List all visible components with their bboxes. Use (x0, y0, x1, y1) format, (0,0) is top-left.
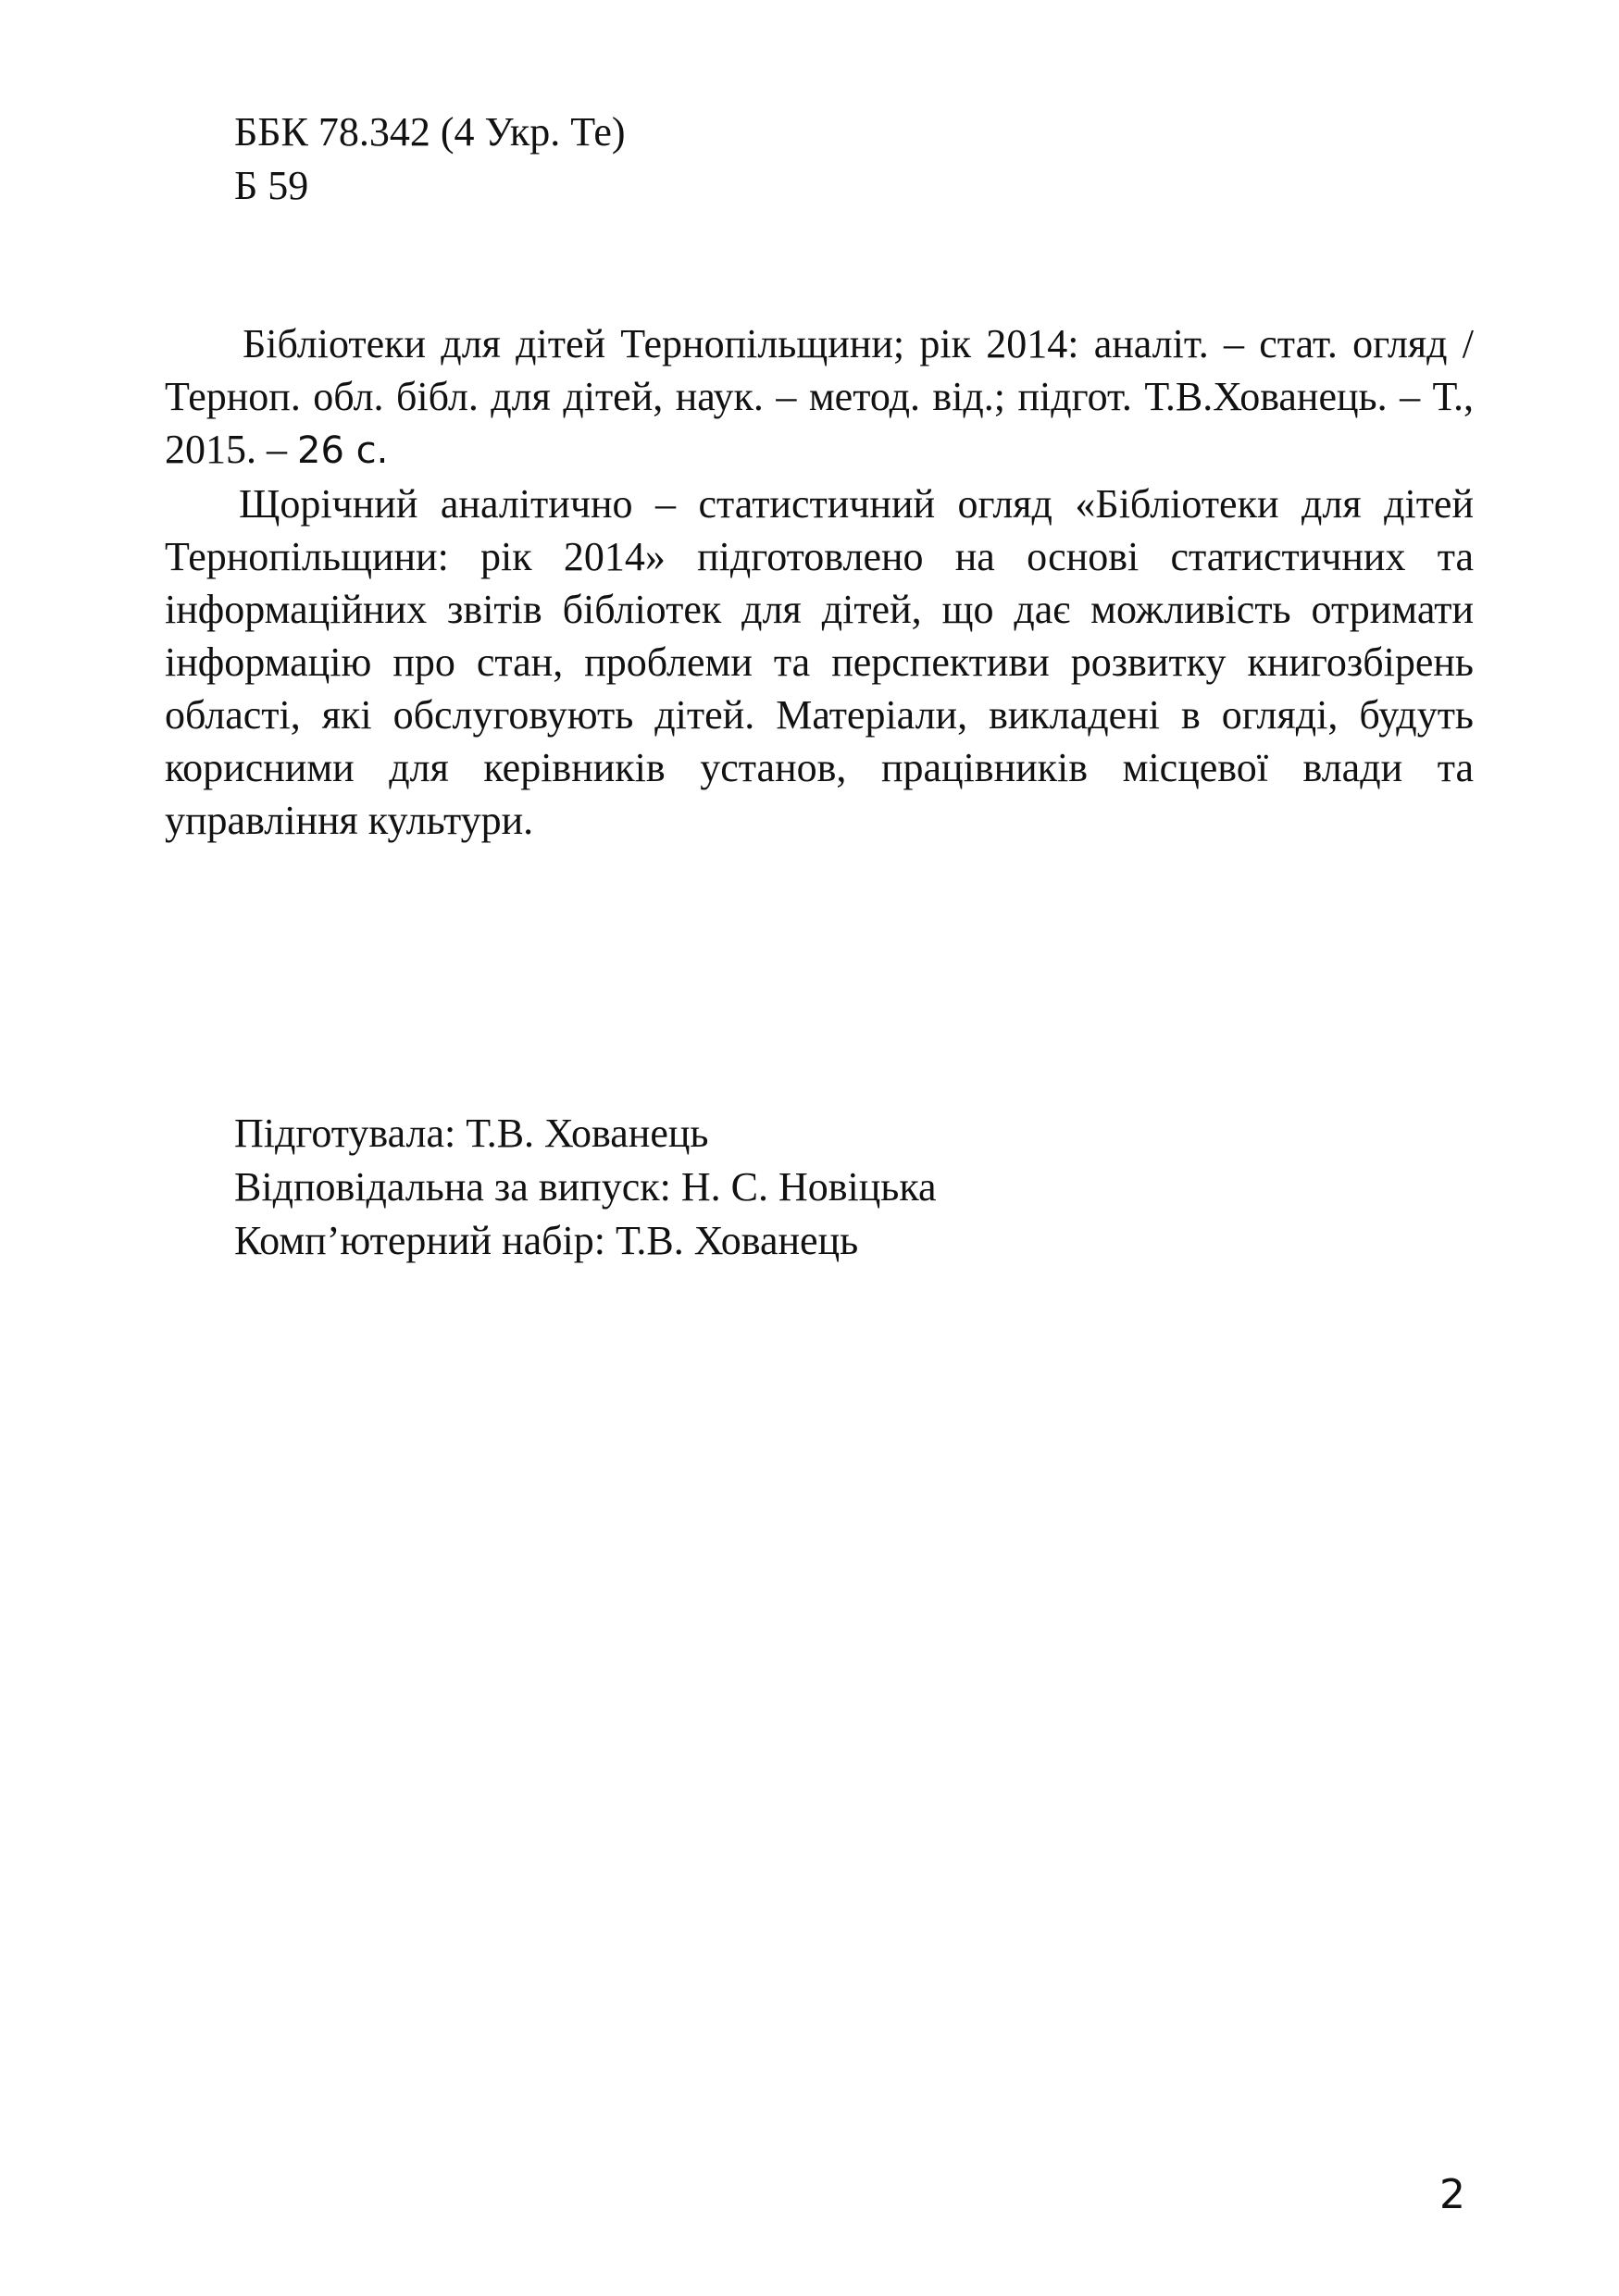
bibliographic-text: Бібліотеки для дітей Тернопільщини; рік 2014: аналіт. – стат. огляд / Терноп. обл. бібл. для дітей, наук. – метод. від.; підгот. Т.В.Хованець. – Т., 2015. – (165, 321, 1474, 472)
bbk-index: ББК 78.342 (4 Укр. Те) (234, 109, 626, 155)
abstract-block (165, 317, 1474, 847)
author-mark: Б 59 (234, 163, 309, 208)
prepared-by: Підготувала: Т.В. Хованець (234, 1111, 709, 1156)
annotation-paragraph: Щорічний аналітично – статистичний огляд «Бібліотеки для дітей Тернопільщини: рік 2014» підготовлено на основі статистичних та інформаційних звітів бібліотек для дітей, що дає можливість отримати інформацію про стан, проблеми та перспективи розвитку книгозбірень області, які обслуговують дітей. Матеріали, викладені в огляді, будуть корисними для керівників установ, працівників місцевої влади та управління культури. (165, 481, 1474, 843)
credits-block (234, 1107, 937, 1268)
responsible-editor: Відповідальна за випуск: Н. С. Новіцька (234, 1164, 937, 1210)
classification-block (234, 105, 626, 213)
bibliographic-description (165, 317, 1474, 478)
page-count: 26 с. (297, 429, 389, 472)
page-number: 2 (1439, 2171, 1465, 2218)
typesetting: Комп’ютерний набір: Т.В. Хованець (234, 1218, 859, 1263)
